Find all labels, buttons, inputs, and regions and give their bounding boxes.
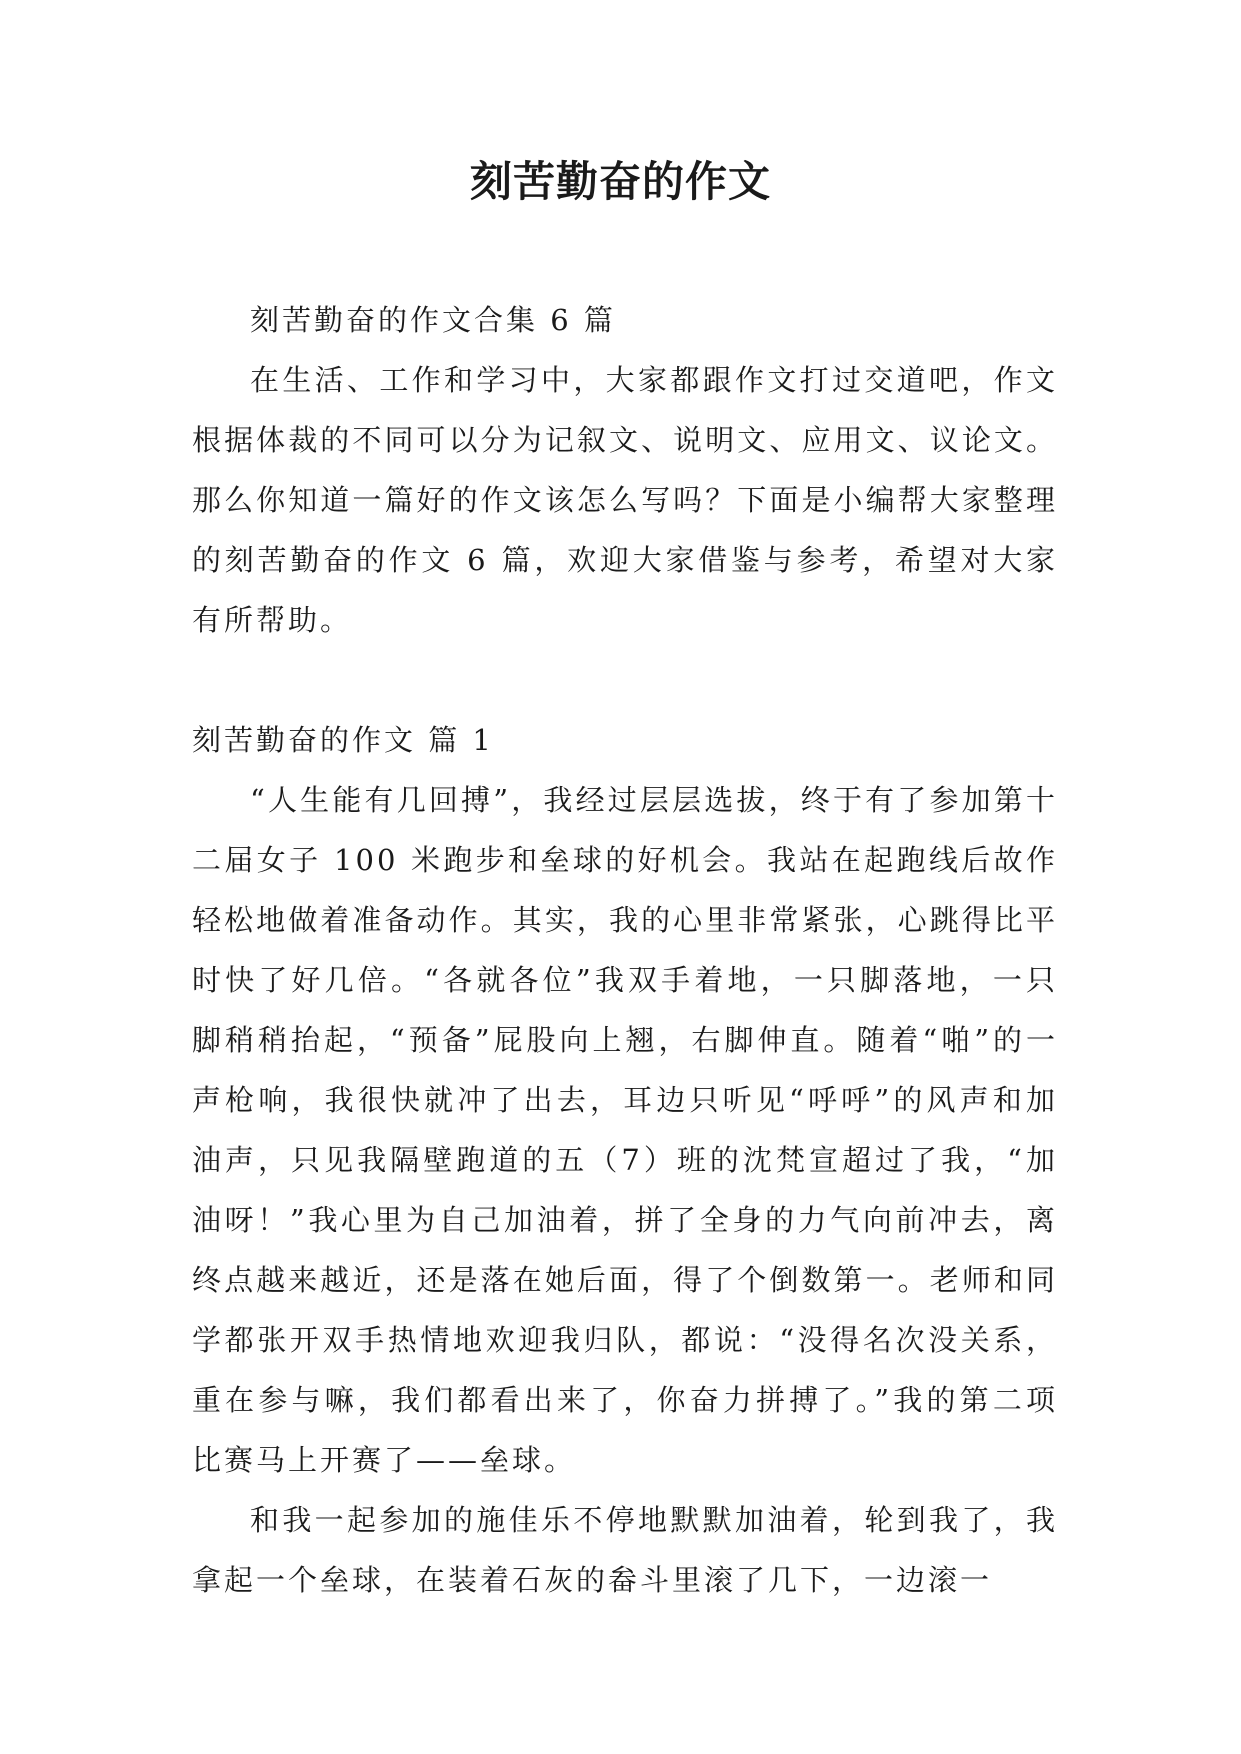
document-body: [192, 290, 1058, 1610]
essay-paragraph-2: 和我一起参加的施佳乐不停地默默加油着，轮到我了，我拿起一个垒球，在装着石灰的畚斗里滚了几下，一边滚一: [192, 1503, 1058, 1597]
intro-paragraph: 在生活、工作和学习中，大家都跟作文打过交道吧，作文根据体裁的不同可以分为记叙文、说明文、应用文、议论文。那么你知道一篇好的作文该怎么写吗？下面是小编帮大家整理的刻苦勤奋的作文 6 篇，欢迎大家借鉴与参考，希望对大家有所帮助。: [192, 363, 1058, 637]
document-title: 刻苦勤奋的作文: [469, 157, 771, 206]
essay-paragraph-1: “人生能有几回搏”，我经过层层选拔，终于有了参加第十二届女子 100 米跑步和垒球的好机会。我站在起跑线后故作轻松地做着准备动作。其实，我的心里非常紧张，心跳得比平时快了好几倍。“各就各位”我双手着地，一只脚落地，一只脚稍稍抬起，“预备”屁股向上翘，右脚伸直。随着“啪”的一声枪响，我很快就冲了出去，耳边只听见“呼呼”的风声和加油声，只见我隔壁跑道的五（7）班的沈梵宣超过了我，“加油呀！”我心里为自己加油着，拼了全身的力气向前冲去，离终点越来越近，还是落在她后面，得了个倒数第一。老师和同学都张开双手热情地欢迎我归队，都说：“没得名次没关系，重在参与嘛，我们都看出来了，你奋力拼搏了。”我的第二项比赛马上开赛了——垒球。: [192, 783, 1058, 1477]
collection-line: 刻苦勤奋的作文合集 6 篇: [250, 303, 616, 337]
section-heading: 刻苦勤奋的作文 篇 1: [192, 723, 494, 757]
section-spacer: [192, 650, 1058, 710]
